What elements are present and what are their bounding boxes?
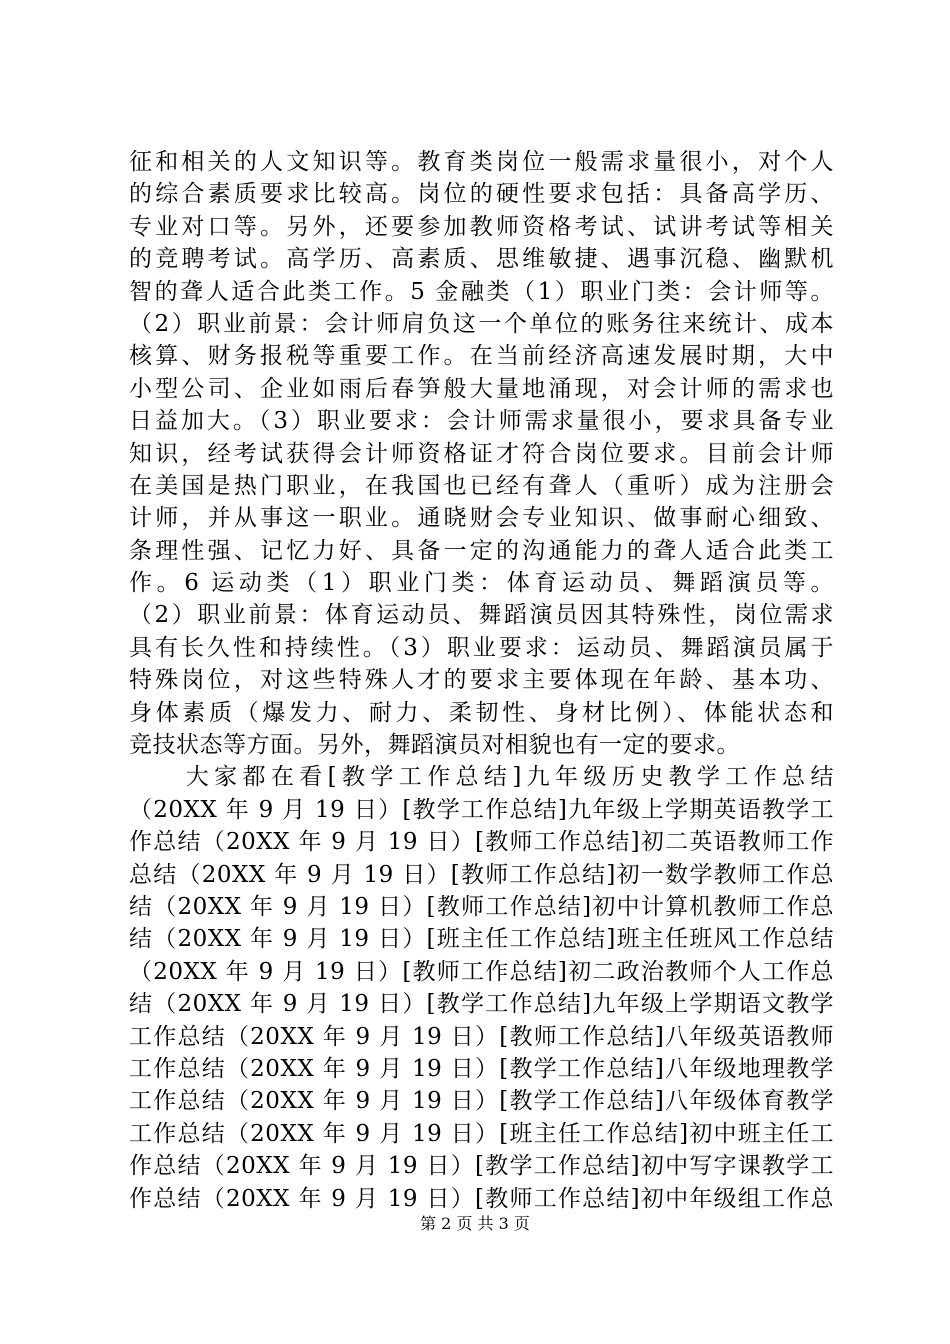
text-line: 作总结（20XX 年 9 月 19 日）[教师工作总结]初二英语教师工作 [129, 829, 834, 856]
text-line: 日益加大。（3）职业要求：会计师需求量很小，要求具备专业 [129, 408, 834, 435]
text-line: 具有长久性和持续性。（3）职业要求：运动员、舞蹈演员属于 [129, 634, 834, 661]
page-footer: 第 2 页 共 3 页 [420, 1214, 530, 1233]
text-line: 智的聋人适合此类工作。5 金融类（1）职业门类：会计师等。 [129, 278, 834, 305]
text-line: 工作总结（20XX 年 9 月 19 日）[教学工作总结]八年级体育教学 [129, 1088, 834, 1115]
paragraph-related-articles [129, 761, 834, 1214]
text-line: 作。6 运动类（1）职业门类：体育运动员、舞蹈演员等。 [129, 570, 834, 597]
text-line: 工作总结（20XX 年 9 月 19 日）[教师工作总结]八年级英语教师 [129, 1023, 834, 1050]
text-line: 核算、财务报税等重要工作。在当前经济高速发展时期，大中 [129, 343, 834, 370]
text-line: 的竞聘考试。高学历、高素质、思维敏捷、遇事沉稳、幽默机 [129, 246, 834, 273]
text-line: 作总结（20XX 年 9 月 19 日）[教师工作总结]初中年级组工作总 [129, 1185, 834, 1212]
text-line: 的综合素质要求比较高。岗位的硬性要求包括：具备高学历、 [129, 181, 834, 208]
text-line: 结（20XX 年 9 月 19 日）[班主任工作总结]班主任班风工作总结 [129, 926, 834, 953]
text-line: （20XX 年 9 月 19 日）[教师工作总结]初二政治教师个人工作总 [129, 958, 834, 985]
text-line: 工作总结（20XX 年 9 月 19 日）[班主任工作总结]初中班主任工 [129, 1120, 834, 1147]
text-line: 小型公司、企业如雨后春笋般大量地涌现，对会计师的需求也 [129, 375, 834, 402]
text-line: 计师，并从事这一职业。通晓财会专业知识、做事耐心细致、 [129, 505, 834, 532]
text-line: 在美国是热门职业，在我国也已经有聋人（重听）成为注册会 [129, 472, 834, 499]
document-body [129, 146, 834, 1215]
text-line: 总结（20XX 年 9 月 19 日）[教师工作总结]初一数学教师工作总 [129, 861, 834, 888]
text-line: 竞技状态等方面。另外，舞蹈演员对相貌也有一定的要求。 [129, 732, 740, 759]
text-line: （2）职业前景：会计师肩负这一个单位的账务往来统计、成本 [129, 310, 834, 337]
text-line: 特殊岗位，对这些特殊人才的要求主要体现在年龄、基本功、 [129, 667, 834, 694]
text-line: 专业对口等。另外，还要参加教师资格考试、试讲考试等相关 [129, 213, 834, 240]
text-line: 条理性强、记忆力好、具备一定的沟通能力的聋人适合此类工 [129, 537, 834, 564]
text-line: 结（20XX 年 9 月 19 日）[教师工作总结]初中计算机教师工作总 [129, 893, 834, 920]
text-line: 身体素质（爆发力、耐力、柔韧性、身材比例）、体能状态和 [129, 699, 834, 726]
text-line: 大家都在看[教学工作总结]九年级历史教学工作总结 [129, 764, 834, 791]
text-line: 知识，经考试获得会计师资格证才符合岗位要求。目前会计师 [129, 440, 834, 467]
text-line: （2）职业前景：体育运动员、舞蹈演员因其特殊性，岗位需求 [129, 602, 834, 629]
text-line: 征和相关的人文知识等。教育类岗位一般需求量很小，对个人 [129, 149, 834, 175]
text-line: 作总结（20XX 年 9 月 19 日）[教学工作总结]初中写字课教学工 [129, 1153, 834, 1180]
text-line: 工作总结（20XX 年 9 月 19 日）[教学工作总结]八年级地理教学 [129, 1055, 834, 1082]
paragraph-career-description [129, 146, 834, 761]
text-line: 结（20XX 年 9 月 19 日）[教学工作总结]九年级上学期语文教学 [129, 991, 834, 1018]
text-line: （20XX 年 9 月 19 日）[教学工作总结]九年级上学期英语教学工 [129, 796, 834, 823]
